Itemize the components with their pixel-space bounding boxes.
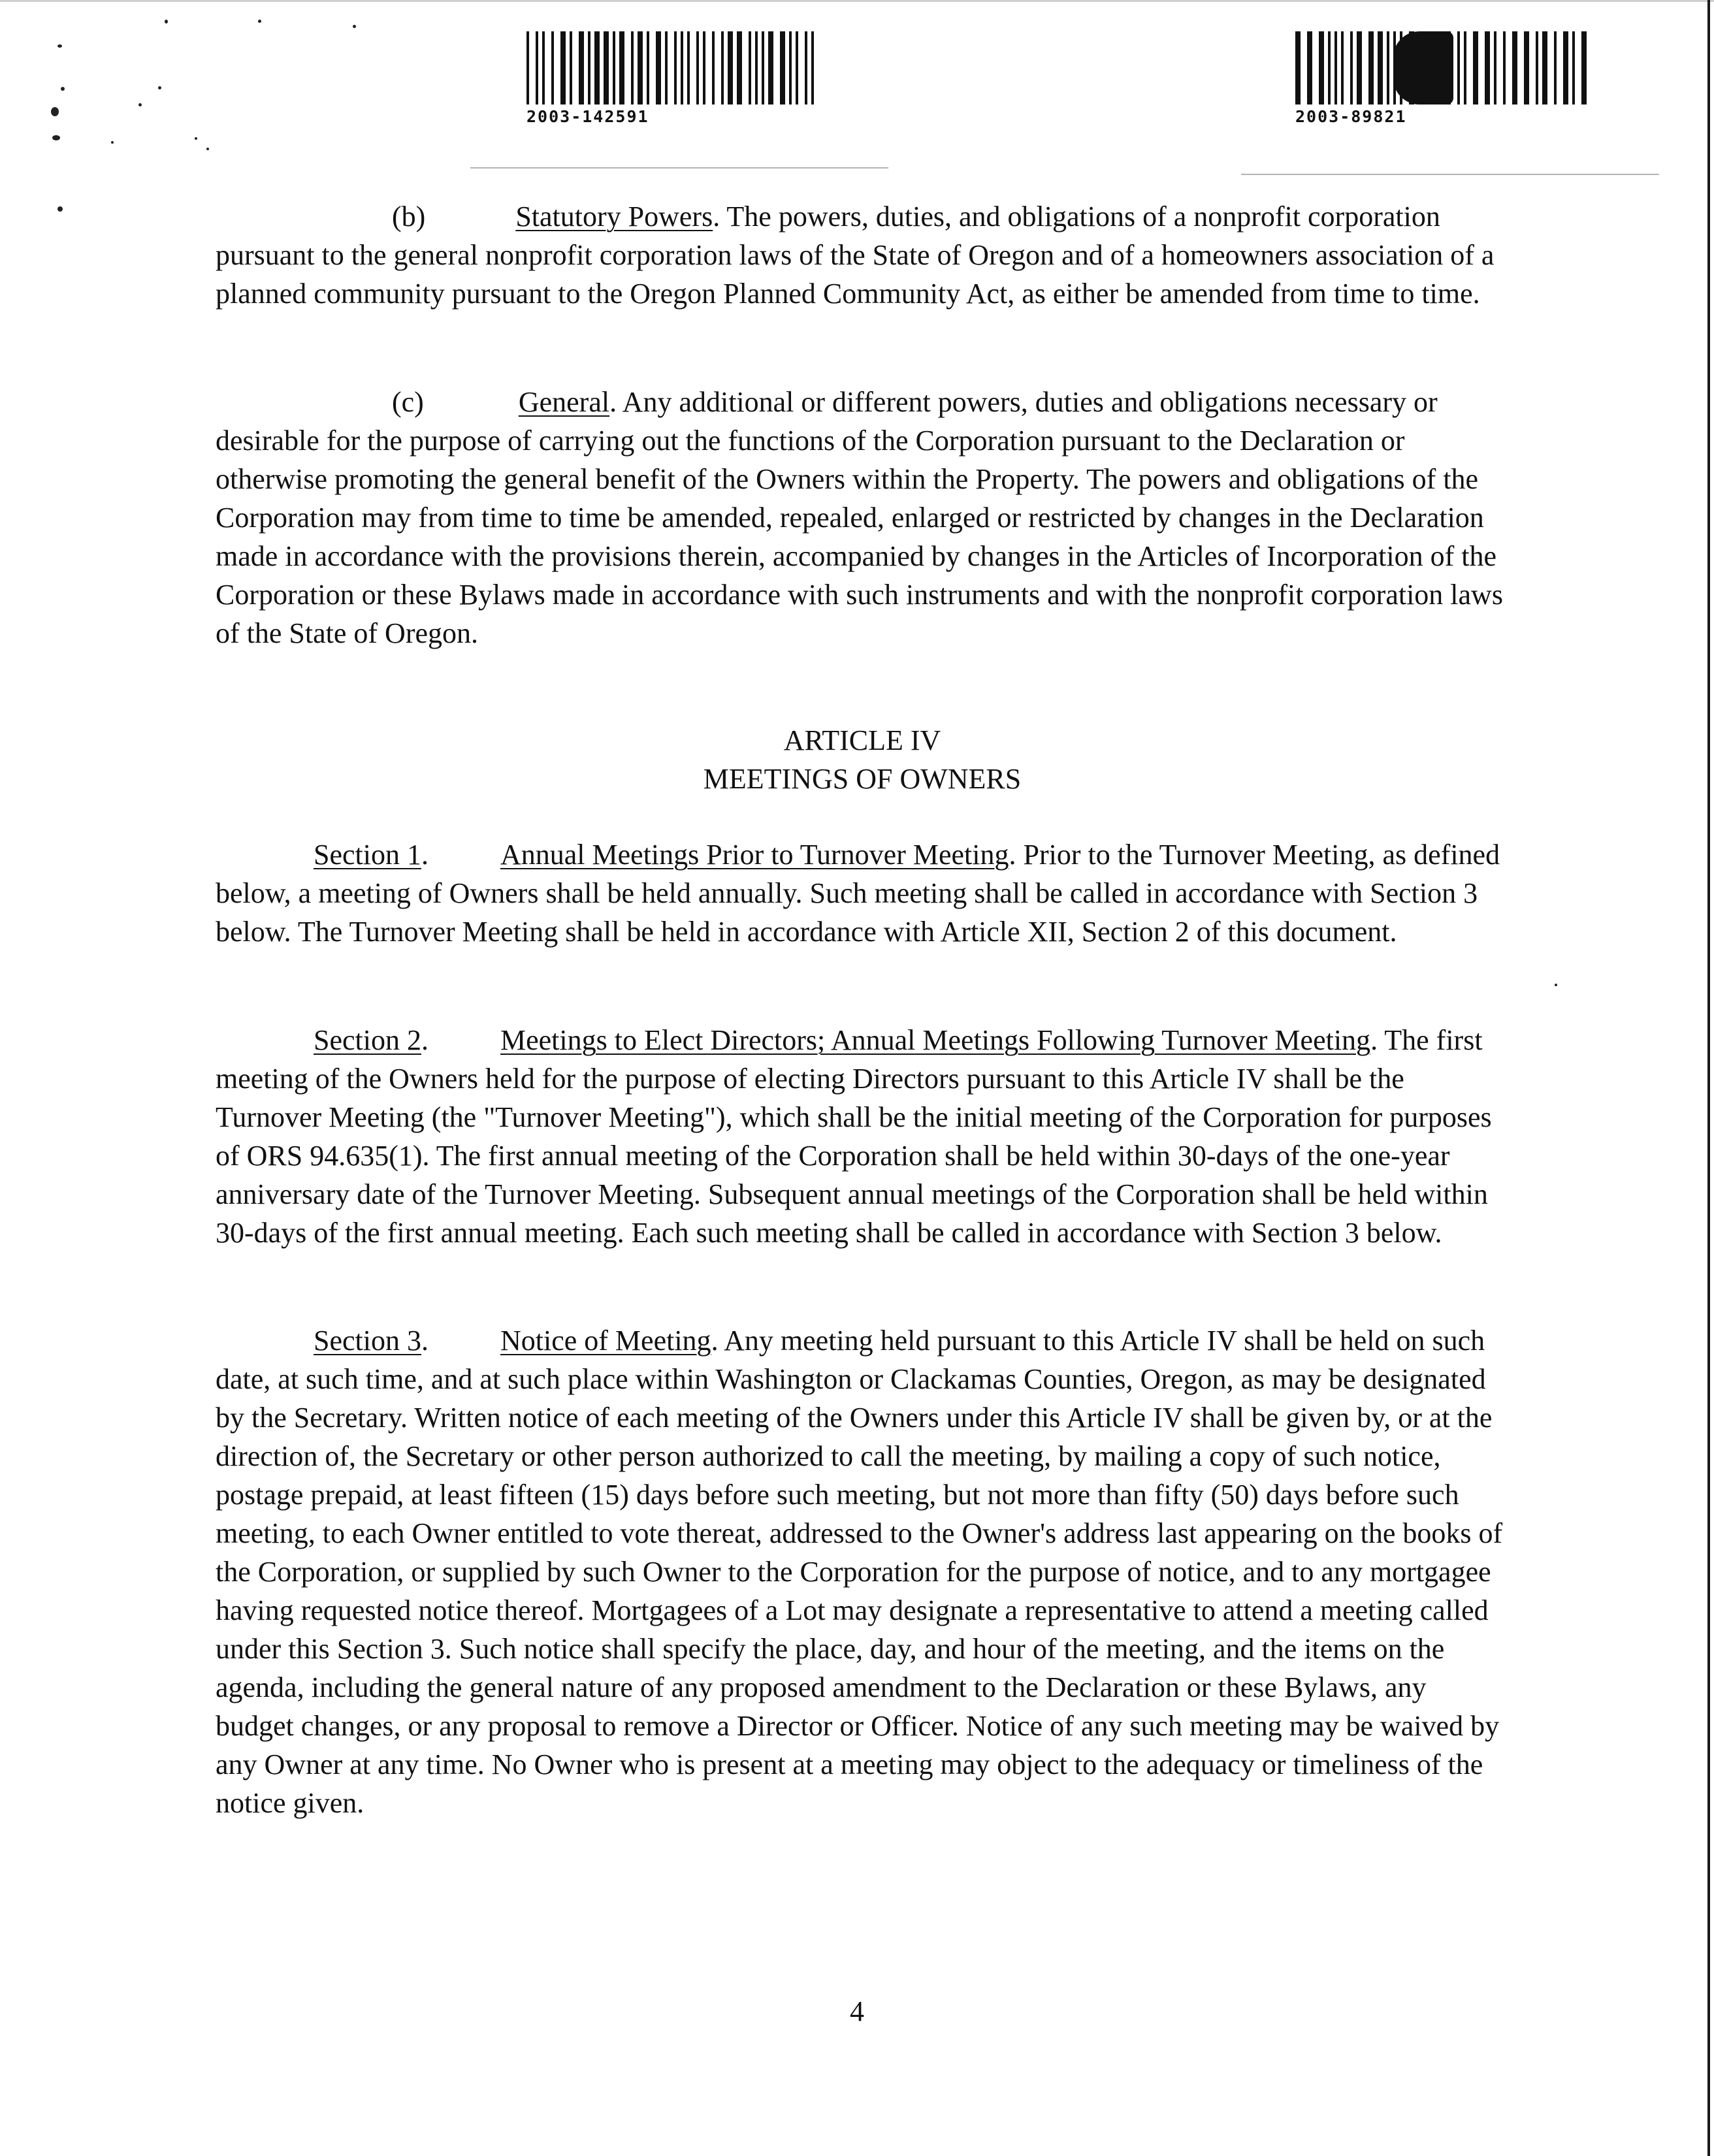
barcode-bar xyxy=(749,31,751,105)
article-title: MEETINGS OF OWNERS xyxy=(703,763,1022,795)
barcode-bar xyxy=(1350,31,1353,105)
scan-speck xyxy=(61,87,65,91)
item-body: . The powers, duties, and obligations of a nonprofit corporation pursuant to the general nonprofit corporation laws of the State of Oregon and of a homeowners association of a planned community pursuant to the Oregon Planned Community Act, as either be amended from time to time. xyxy=(216,201,1495,310)
barcode-bar xyxy=(594,31,600,105)
barcode-bar xyxy=(619,31,624,105)
barcode-bar xyxy=(728,31,733,105)
barcode-bar xyxy=(755,31,758,105)
barcode-bar xyxy=(1536,31,1538,105)
section-label: Section 1 xyxy=(314,839,421,871)
barcode-bar xyxy=(703,31,705,105)
barcode-bar xyxy=(526,31,529,105)
barcode-bar xyxy=(1341,31,1344,105)
section-3: Section 3. Notice of Meeting. Any meeting held pursuant to this Article IV shall be held on such date, at such time, and at such place within Washington or Clackamas Counties, Oregon, as may be designated by the Secretary. Written notice of each meeting of the Owners under this Article IV shall be given by, or at the direction of, the Secretary or other person authorized to call the meeting, by mailing a copy of such notice, postage prepaid, at least fifteen (15) days before such meeting, but not more than fifty (50) days before such meeting, to each Owner entitled to vote thereat, addressed to the Owner's address last appearing on the books of the Corporation, or supplied by such Owner to the Corporation for the purpose of notice, and to any mortgagee having requested notice thereof. Mortgagees of a Lot may designate a representative to attend a meeting called under this Section 3. Such notice shall specify the place, day, and hour of the meeting, and the items on the agenda, including the general nature of any proposed amendment to the Declaration or these Bylaws, any budget changes, or any proposal to remove a Director or Officer. Notice of any such meeting may be waived by any Owner at any time. No Owner who is present at a meeting may object to the adequacy or timeliness of the notice given. xyxy=(216,1325,1503,1819)
barcode-bar xyxy=(1457,31,1460,105)
barcode-bar xyxy=(656,31,661,105)
scan-speck xyxy=(138,103,142,106)
scan-rule xyxy=(1241,174,1659,175)
barcode-bar xyxy=(560,31,566,105)
right-barcode xyxy=(1295,31,1593,126)
barcode-bar xyxy=(1554,31,1557,105)
barcode-bar xyxy=(1295,31,1301,105)
section-heading: Notice of Meeting xyxy=(500,1325,711,1357)
barcode-bar xyxy=(1357,31,1362,105)
barcode-bar xyxy=(1473,31,1478,105)
item-heading: Statutory Powers xyxy=(515,201,713,233)
barcode-bar xyxy=(762,31,764,105)
barcode-bar xyxy=(1464,31,1466,105)
barcode-bar xyxy=(1542,31,1547,105)
article-heading xyxy=(216,721,1509,798)
barcode-bar xyxy=(579,31,584,105)
item-label: (b) xyxy=(392,201,426,233)
item-label: (c) xyxy=(392,386,424,418)
item-body: . Any additional or different powers, duties and obligations necessary or desirable for the purpose of carrying out the functions of the Corporation pursuant to the Declaration or otherwise promoting the general benefit of the Owners within the Property. The powers and obligations of the Corporation may from time to time be amended, repealed, enlarged or restricted by changes in the Declaration made in accordance with the provisions therein, accompanied by changes in the Articles of Incorporation of the Corporation or these Bylaws made in accordance with such instruments and with the nonprofit corporation laws of the State of Oregon. xyxy=(216,386,1503,649)
barcode-bar xyxy=(604,31,609,105)
barcode-bar xyxy=(1494,31,1496,105)
barcode-bar xyxy=(1524,31,1529,105)
barcode-number: 2003-142591 xyxy=(526,107,649,126)
scan-speck xyxy=(206,148,209,150)
scan-speck xyxy=(353,25,356,28)
paragraph-statutory-powers xyxy=(216,197,1509,313)
barcode-bar xyxy=(1485,31,1490,105)
barcode-bar xyxy=(1581,31,1587,105)
section-body: . Prior to the Turnover Meeting, as defined below, a meeting of Owners shall be held annually. Such meeting shall be called in accordance with Section 3 below. The Turnover Meeting shall be held in accordance with Article XII, Section 2 of this document. xyxy=(216,839,1500,948)
barcode-bar xyxy=(588,31,590,105)
barcode-bar xyxy=(1563,31,1568,105)
page-number: 4 xyxy=(850,1995,864,2027)
article-number: ARTICLE IV xyxy=(783,724,941,756)
barcode-bar xyxy=(665,31,668,105)
paragraph-general xyxy=(216,383,1509,652)
barcode-bar xyxy=(1319,31,1324,105)
section-2: Section 2. Meetings to Elect Directors; Annual Meetings Following Turnover Meeting. The first meeting of the Owners held for the purpose of electing Directors pursuant to this Article IV shall be the Turnover Meeting (the "Turnover Meeting"), which shall be the initial meeting of the Corporation for purposes of ORS 94.635(1). The first annual meeting of the Corporation shall be held within 30-days of the one-year anniversary date of the Turnover Meeting. Subsequent annual meetings of the Corporation shall be held within 30-days of the first annual meeting. Each such meeting shall be called in accordance with Section 3 below. xyxy=(216,1024,1492,1249)
barcode-bar xyxy=(647,31,649,105)
section-heading: Annual Meetings Prior to Turnover Meeting xyxy=(500,839,1009,871)
barcode-bar xyxy=(737,31,742,105)
barcode-bar xyxy=(768,31,773,105)
scan-speck xyxy=(165,20,168,24)
scan-speck xyxy=(52,135,60,140)
scan-speck xyxy=(195,137,197,140)
barcode-bar xyxy=(613,31,615,105)
section-1: Section 1. Annual Meetings Prior to Turnover Meeting. Prior to the Turnover Meeting, as defined below, a meeting of Owners shall be held annually. Such meeting shall be called in accordance with Section 3 below. The Turnover Meeting shall be held in accordance with Article XII, Section 2 of this document. xyxy=(216,839,1500,948)
barcode-bar xyxy=(1307,31,1312,105)
barcode-bar xyxy=(638,31,643,105)
barcode-smudge xyxy=(1393,31,1453,105)
section-body: . Any meeting held pursuant to this Article IV shall be held on such date, at such time, and at such place within Washington or Clackamas Counties, Oregon, as may be designated by the Secretary. Written notice of each meeting of the Owners under this Article IV shall be given by, or at the direction of, the Secretary or other person authorized to call the meeting, by mailing a copy of such notice, postage prepaid, at least fifteen (15) days before such meeting, but not more than fifty (50) days before such meeting, to each Owner entitled to vote thereat, addressed to the Owner's address last appearing on the books of the Corporation, or supplied by such Owner to the Corporation for the purpose of notice, and to any mortgagee having requested notice thereof. Mortgagees of a Lot may designate a representative to attend a meeting called under this Section 3. Such notice shall specify the place, day, and hour of the meeting, and the items on the agenda, including the general nature of any proposed amendment to the Declaration or these Bylaws, any budget changes, or any proposal to remove a Director or Officer. Notice of any such meeting may be waived by any Owner at any time. No Owner who is present at a meeting may object to the adequacy or timeliness of the notice given. xyxy=(216,1325,1503,1819)
barcode-bars xyxy=(526,31,822,105)
scan-speck xyxy=(111,141,114,144)
barcode-bar xyxy=(551,31,554,105)
barcode-bar xyxy=(1378,31,1383,105)
barcode-bar xyxy=(1512,31,1517,105)
section-body: . The first meeting of the Owners held for the purpose of electing Directors pursuant to this Article IV shall be the Turnover Meeting (the "Turnover Meeting"), which shall be the initial meeting of the Corporation for purposes of ORS 94.635(1). The first annual meeting of the Corporation shall be held within 30-days of the one-year anniversary date of the Turnover Meeting. Subsequent annual meetings of the Corporation shall be held within 30-days of the first annual meeting. Each such meeting shall be called in accordance with Section 3 below. xyxy=(216,1024,1492,1249)
barcode-bar xyxy=(1368,31,1374,105)
scan-speck xyxy=(57,206,63,212)
barcode-bar xyxy=(1334,31,1337,105)
section-label: Section 3 xyxy=(314,1325,421,1357)
barcode-bar xyxy=(631,31,634,105)
scan-rule xyxy=(470,167,888,169)
scan-speck xyxy=(1555,984,1557,986)
barcode-bar xyxy=(681,31,683,105)
barcode-bar xyxy=(789,31,792,105)
barcode-bars xyxy=(1295,31,1593,105)
barcode-bar xyxy=(1503,31,1506,105)
barcode-bar xyxy=(570,31,572,105)
scan-speck xyxy=(51,107,59,116)
barcode-bar xyxy=(536,31,538,105)
scan-speck xyxy=(258,20,261,23)
barcode-bar xyxy=(796,31,798,105)
barcode-bar xyxy=(696,31,699,105)
barcode-bar xyxy=(687,31,690,105)
section-label: Section 2 xyxy=(314,1024,421,1056)
section-heading: Meetings to Elect Directors; Annual Meetings Following Turnover Meeting xyxy=(500,1024,1371,1056)
barcode-bar xyxy=(1328,31,1331,105)
barcode-bar xyxy=(1387,31,1389,105)
barcode-bar xyxy=(674,31,677,105)
barcode-bar xyxy=(811,31,814,105)
barcode-bar xyxy=(721,31,724,105)
left-barcode xyxy=(526,31,822,126)
scan-speck xyxy=(158,86,161,89)
item-heading: General xyxy=(518,386,610,418)
barcode-number: 2003-89821 xyxy=(1295,107,1407,126)
barcode-bar xyxy=(780,31,785,105)
scan-top-edge xyxy=(0,0,1714,2)
barcode-bar xyxy=(712,31,715,105)
scan-right-edge xyxy=(1707,0,1710,2156)
barcode-bar xyxy=(1572,31,1575,105)
barcode-bar xyxy=(805,31,807,105)
barcode-bar xyxy=(542,31,545,105)
scan-speck xyxy=(57,44,62,48)
